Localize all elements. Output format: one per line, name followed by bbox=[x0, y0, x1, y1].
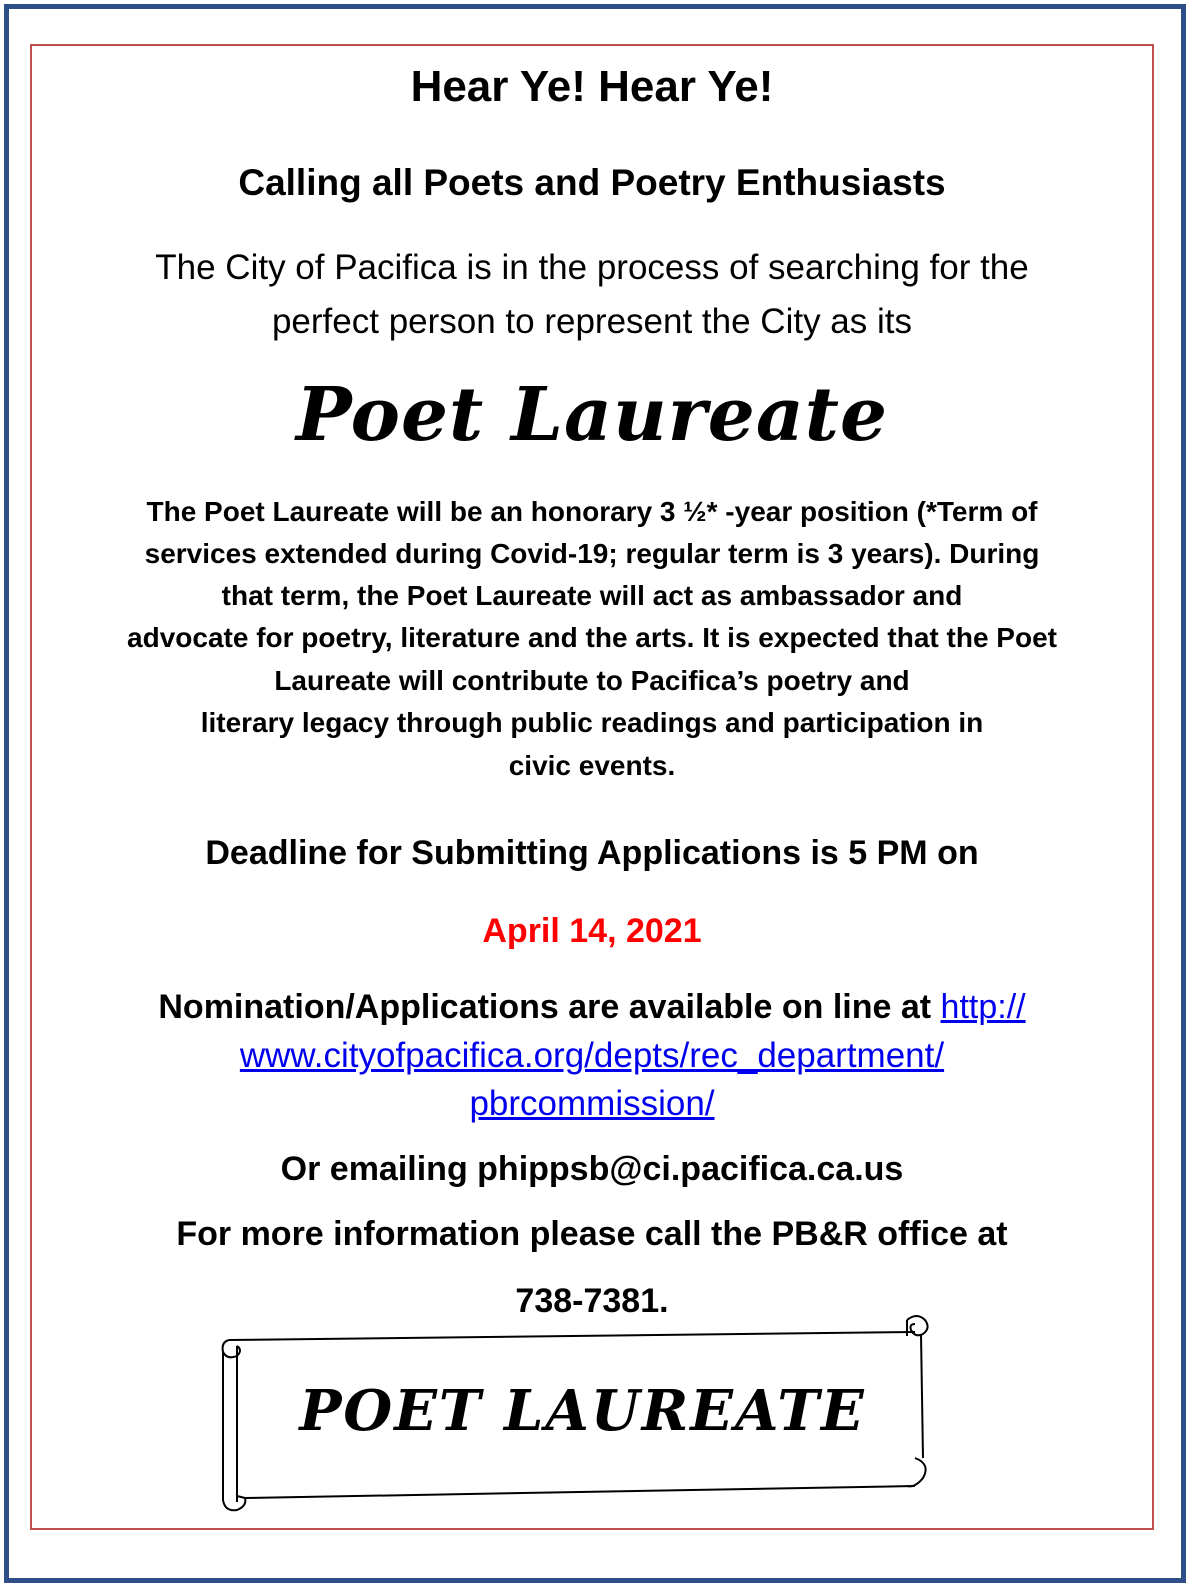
body-line-2: services extended during Covid-19; regular term is 3 years). During bbox=[144, 538, 1040, 569]
body-line-4: advocate for poetry, literature and the arts. It is expected that the Poet bbox=[127, 622, 1057, 653]
intro-line-1: The City of Pacifica is in the process of searching for the bbox=[155, 248, 1029, 287]
script-title: Poet Laureate bbox=[295, 372, 889, 458]
url-link-part-3[interactable]: pbrcommission/ bbox=[469, 1084, 715, 1123]
url-link-part-2[interactable]: www.cityofpacifica.org/depts/rec_department/ bbox=[239, 1036, 945, 1075]
intro-line-2: perfect person to represent the City as its bbox=[271, 302, 913, 341]
subheading: Calling all Poets and Poetry Enthusiasts bbox=[238, 162, 946, 203]
url-link-part-1[interactable]: http:// bbox=[940, 988, 1026, 1026]
phone-number: 738-7381. bbox=[515, 1282, 669, 1320]
nomination-text: Nomination/Applications are available on line at bbox=[158, 988, 941, 1026]
nomination-line bbox=[30, 988, 1154, 1027]
heading: Hear Ye! Hear Ye! bbox=[410, 62, 774, 111]
deadline-text: Deadline for Submitting Applications is 5 PM on bbox=[205, 834, 979, 872]
body-line-1: The Poet Laureate will be an honorary 3 ½* -year position (*Term of bbox=[146, 496, 1038, 527]
email-text: Or emailing phippsb@ci.pacifica.ca.us bbox=[280, 1150, 904, 1188]
url-line-2 bbox=[30, 1036, 1154, 1076]
deadline-date: April 14, 2021 bbox=[482, 912, 702, 950]
body-line-7: civic events. bbox=[508, 750, 676, 781]
body-line-3: that term, the Poet Laureate will act as ambassador and bbox=[221, 580, 963, 611]
body-line-5: Laureate will contribute to Pacifica’s poetry and bbox=[274, 665, 910, 696]
body-line-6: literary legacy through public readings and participation in bbox=[200, 707, 984, 738]
url-line-3 bbox=[30, 1084, 1154, 1124]
scroll-banner-text: POET LAUREATE bbox=[299, 1378, 866, 1444]
info-text: For more information please call the PB&R office at bbox=[176, 1215, 1008, 1253]
